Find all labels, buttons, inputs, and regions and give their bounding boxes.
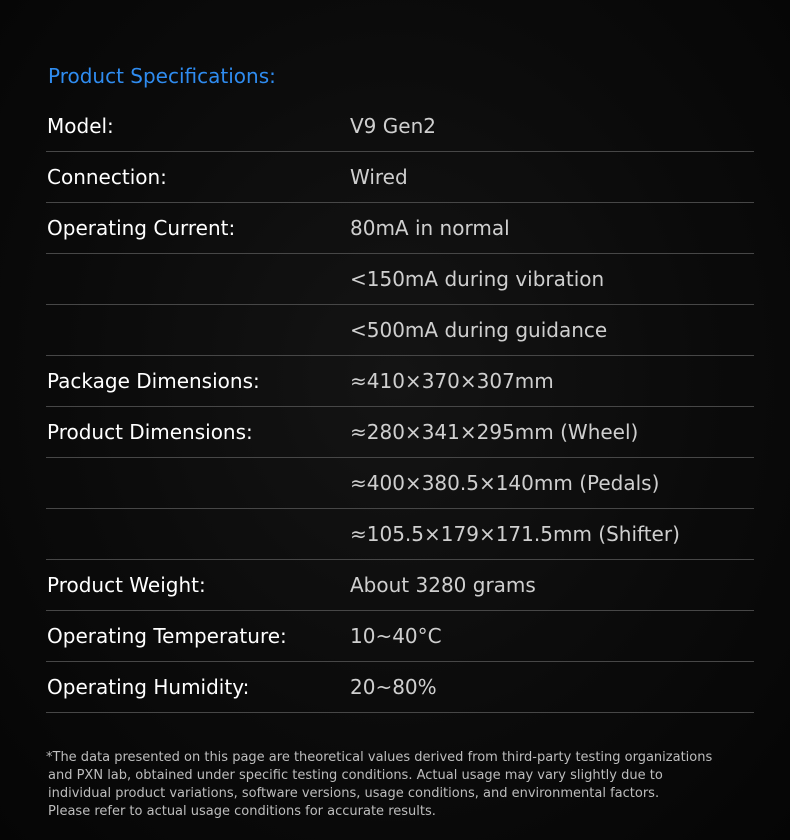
footnote-line: Please refer to actual usage conditions for accurate results.: [48, 804, 436, 819]
spec-label: Operating Current:: [47, 216, 236, 240]
spec-label: Package Dimensions:: [47, 369, 260, 393]
spec-value: About 3280 grams: [350, 573, 536, 597]
spec-value: <150mA during vibration: [350, 267, 605, 291]
footnote-line: *The data presented on this page are theoretical values derived from third-party testing organizations: [46, 750, 713, 765]
spec-value: 10~40°C: [350, 624, 442, 648]
footnote-line: and PXN lab, obtained under specific testing conditions. Actual usage may vary slightly due to: [48, 768, 663, 783]
spec-label: Operating Temperature:: [47, 624, 287, 648]
footnote-line: individual product variations, software versions, usage conditions, and environmental factors.: [48, 786, 660, 801]
spec-row-connection: [46, 152, 754, 203]
spec-label: Product Weight:: [47, 573, 206, 597]
spec-value: ≈280×341×295mm (Wheel): [350, 420, 639, 444]
spec-row-product-dimensions-pedals: [46, 458, 754, 509]
spec-value: ≈410×370×307mm: [350, 369, 554, 393]
spec-value: 20~80%: [350, 675, 437, 699]
spec-label: Operating Humidity:: [47, 675, 250, 699]
specifications-table: [46, 101, 754, 713]
spec-row-product-dimensions-wheel: [46, 407, 754, 458]
spec-row-operating-current-guidance: [46, 305, 754, 356]
disclaimer-footnote: [46, 749, 746, 821]
spec-label: Product Dimensions:: [47, 420, 253, 444]
spec-value: ≈105.5×179×171.5mm (Shifter): [350, 522, 680, 546]
spec-value: ≈400×380.5×140mm (Pedals): [350, 471, 660, 495]
specifications-heading: Product Specifications:: [48, 64, 276, 88]
spec-label: Model:: [47, 114, 114, 138]
spec-value: <500mA during guidance: [350, 318, 608, 342]
spec-row-package-dimensions: [46, 356, 754, 407]
spec-row-product-weight: [46, 560, 754, 611]
spec-value: V9 Gen2: [350, 114, 436, 138]
spec-label: Connection:: [47, 165, 167, 189]
spec-row-operating-temperature: [46, 611, 754, 662]
spec-value: Wired: [350, 165, 408, 189]
spec-row-operating-current-vibration: [46, 254, 754, 305]
spec-row-product-dimensions-shifter: [46, 509, 754, 560]
spec-row-operating-current: [46, 203, 754, 254]
spec-row-operating-humidity: [46, 662, 754, 713]
spec-value: 80mA in normal: [350, 216, 510, 240]
spec-row-model: [46, 101, 754, 152]
